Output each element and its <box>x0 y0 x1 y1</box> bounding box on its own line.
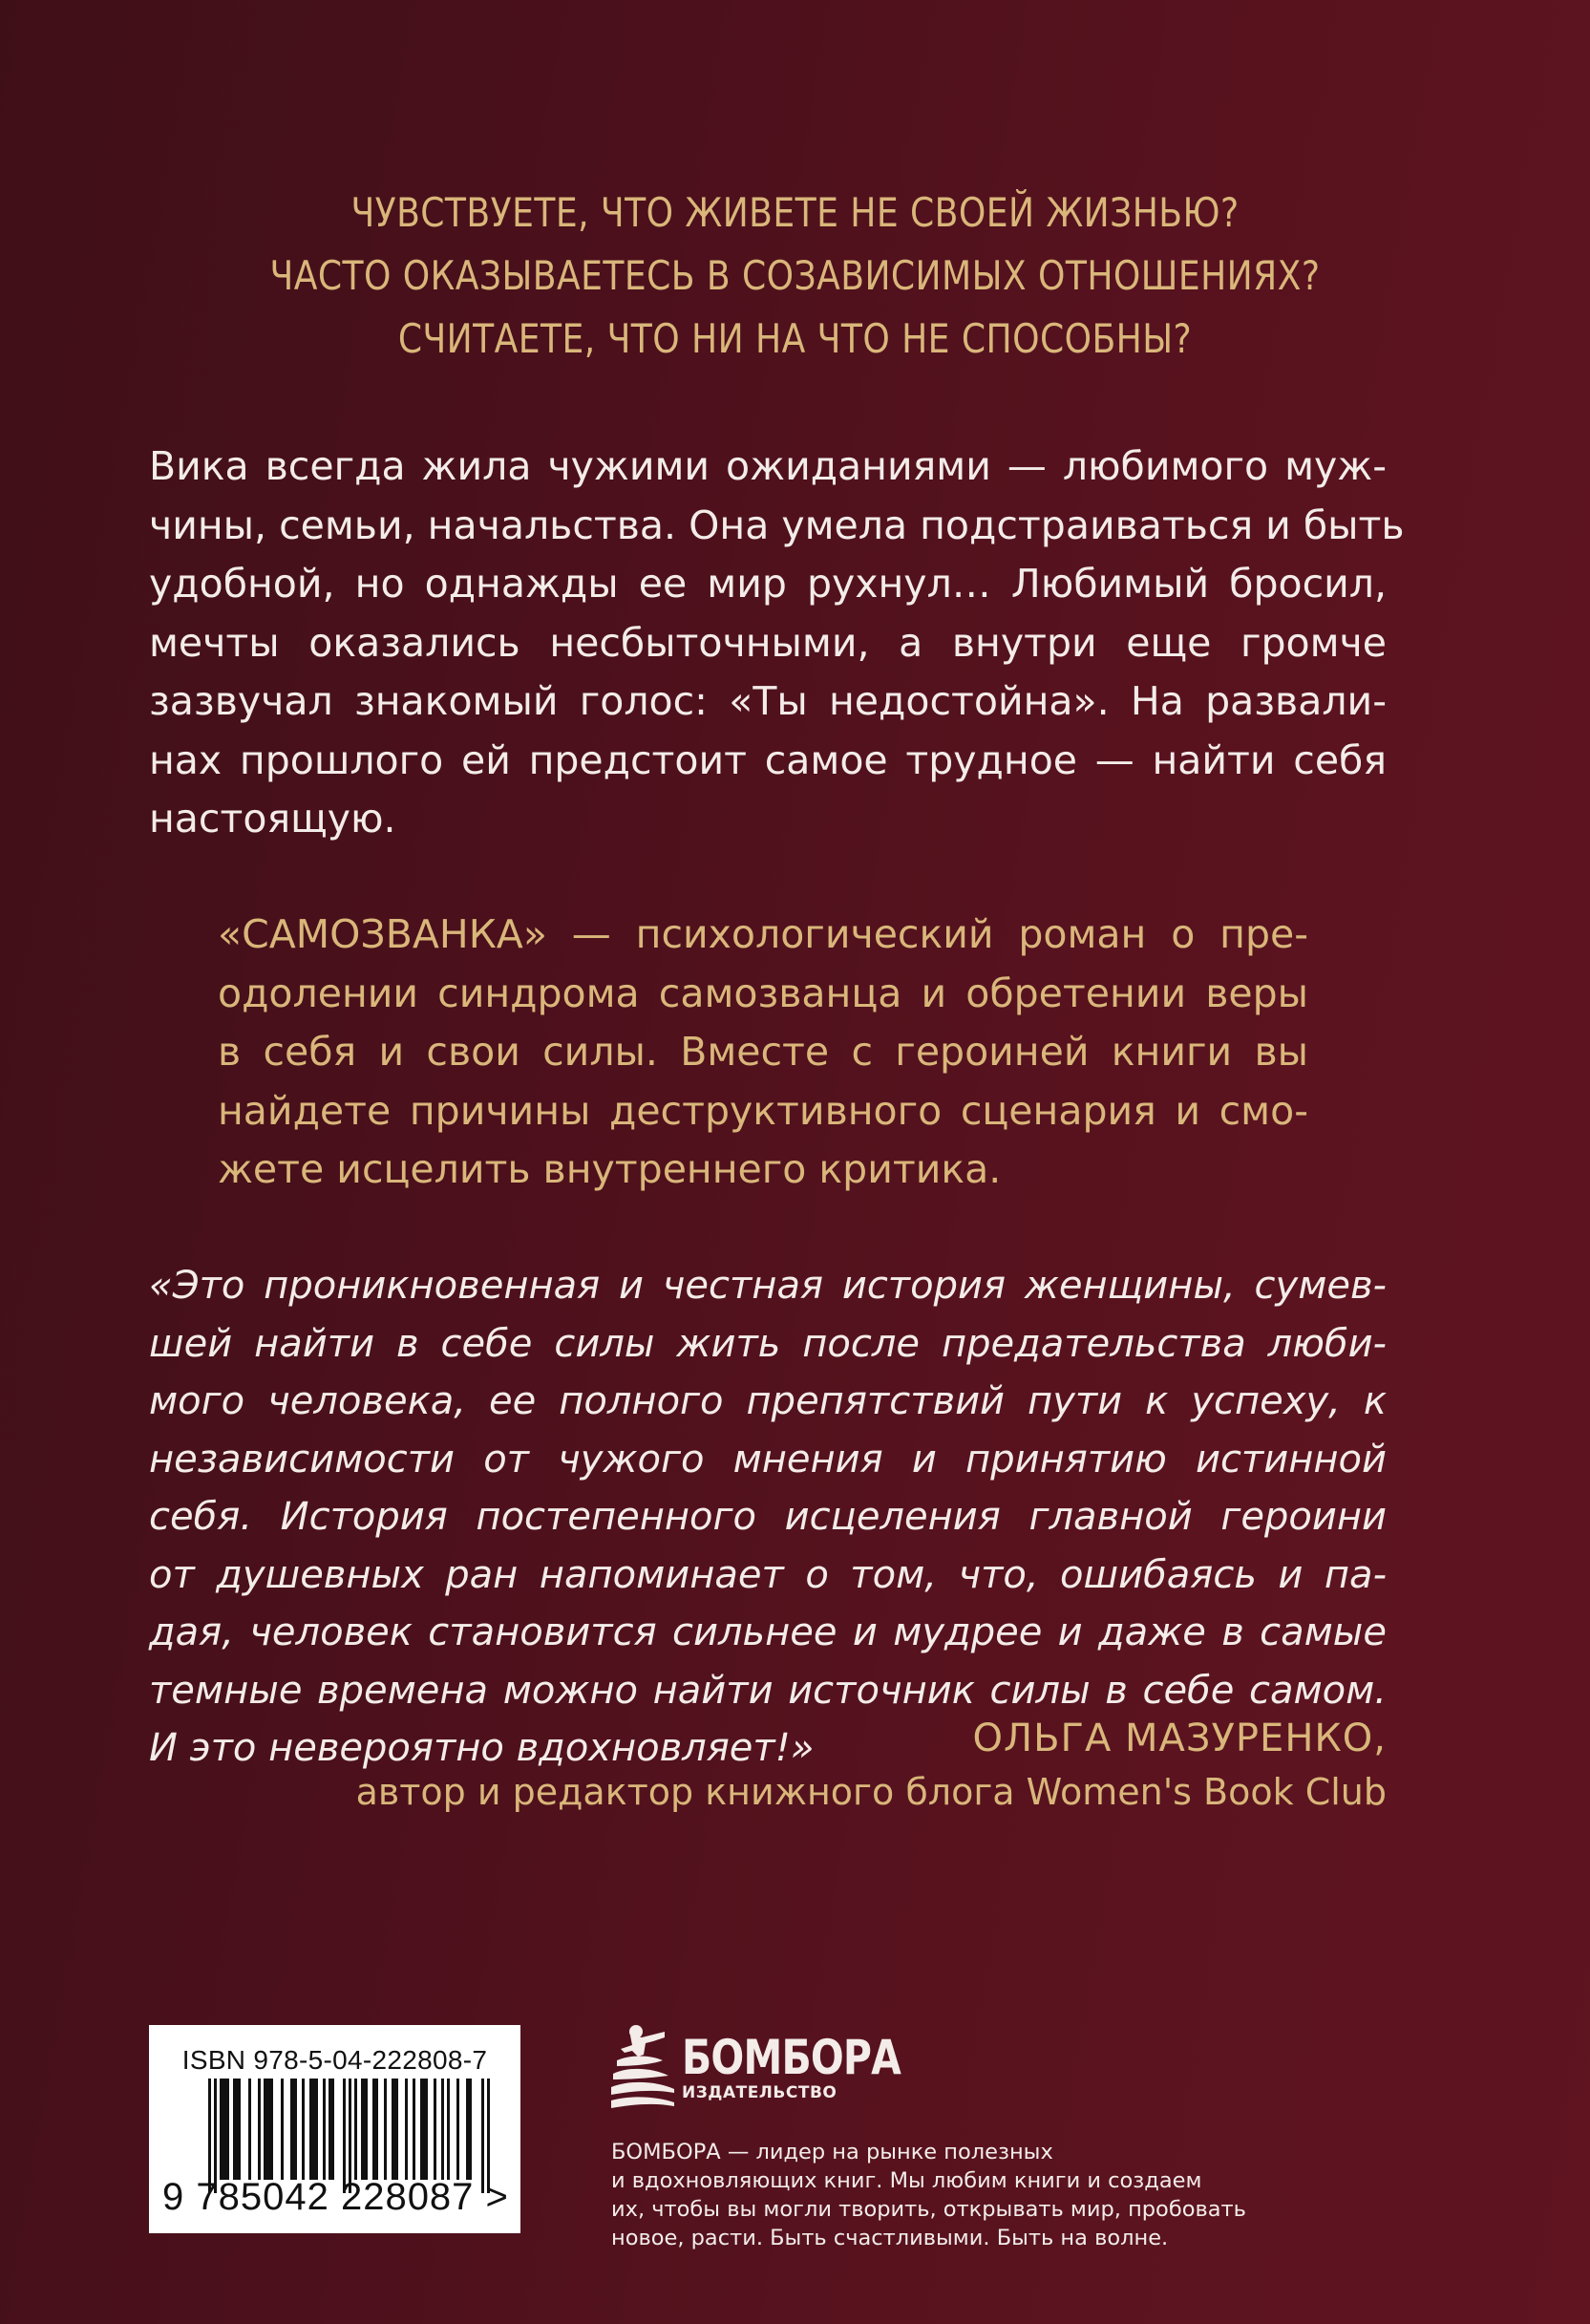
synopsis-line: мечты оказались несбыточными, а внутри еще громче <box>149 619 1387 666</box>
headline-line: ЧАСТО ОКАЗЫВАЕТЕСЬ В СОЗАВИСИМЫХ ОТНОШЕНИЯХ? <box>269 252 1321 299</box>
review-attribution <box>356 1712 1387 1819</box>
book-blurb <box>218 906 1308 1200</box>
isbn-label: ISBN 978-5-04-222808-7 <box>181 2045 488 2075</box>
publisher-brand: БОМБОРА <box>682 2030 901 2085</box>
bombora-surfer-icon <box>611 2022 676 2114</box>
quote-line: И это невероятно вдохновляет!» <box>149 1726 815 1770</box>
synopsis-line: нах прошлого ей предстоит самое трудное — найти себя <box>149 736 1387 783</box>
quote-line: от душевных ран напоминает о том, что, ошибаясь и па- <box>149 1552 1387 1597</box>
synopsis-paragraph <box>149 437 1405 849</box>
blurb-line: «САМОЗВАНКА» — психологический роман о пре- <box>218 911 1308 957</box>
blurb-line: жете исцелить внутреннего критика. <box>218 1146 1002 1192</box>
blurb-line: найдете причины деструктивного сценария и смо- <box>218 1087 1308 1134</box>
about-line: их, чтобы вы могли творить, открывать мир, пробовать <box>611 2197 1246 2222</box>
about-line: БОМБОРА — лидер на рынке полезных <box>611 2140 1053 2164</box>
quote-line: мого человека, ее полного препятствий пути к успеху, к <box>149 1379 1387 1423</box>
quote-line: темные времена можно найти источник силы в себе самом. <box>149 1668 1387 1713</box>
synopsis-line: удобной, но однажды ее мир рухнул… Любимый бросил, <box>149 561 1387 607</box>
quote-line: независимости от чужого мнения и принятию истинной <box>149 1437 1387 1482</box>
headline-line: СЧИТАЕТЕ, ЧТО НИ НА ЧТО НЕ СПОСОБНЫ? <box>397 315 1193 362</box>
about-line: и вдохновляющих книг. Мы любим книги и создаем <box>611 2168 1202 2193</box>
synopsis-line: чины, семьи, начальства. Она умела подстраиваться и быть <box>149 501 1405 548</box>
synopsis-line: зазвучал знакомый голос: «Ты недостойна». На развали- <box>149 678 1387 724</box>
synopsis-line: настоящую. <box>149 796 396 842</box>
blurb-line: одолении синдрома самозванца и обретении веры <box>218 970 1308 1016</box>
reviewer-name: ОЛЬГА МАЗУРЕНКО, <box>972 1716 1387 1760</box>
publisher-block <box>611 2015 1246 2252</box>
quote-line: «Это проникновенная и честная история женщины, сумев- <box>149 1264 1387 1308</box>
publisher-logo <box>611 2015 1184 2121</box>
blurb-line: в себя и свои силы. Вместе с героиней книги вы <box>218 1029 1308 1075</box>
isbn-barcode <box>149 2025 520 2233</box>
barcode-digits: 9 785042 228087 > <box>162 2176 509 2218</box>
publisher-about <box>611 2138 1246 2252</box>
review-quote <box>149 1257 1387 1778</box>
publisher-brand-sub: ИЗДАТЕЛЬСТВО <box>682 2083 837 2102</box>
about-line: новое, расти. Быть счастливыми. Быть на волне. <box>611 2226 1169 2250</box>
synopsis-line: Вика всегда жила чужими ожиданиями — любимого муж- <box>149 443 1387 489</box>
reviewer-role: автор и редактор книжного блога Women's Book Club <box>355 1771 1387 1813</box>
quote-line: шей найти в себе силы жить после предательства люби- <box>149 1321 1387 1366</box>
headline-questions <box>112 181 1479 371</box>
quote-line: себя. История постепенного исцеления главной героини <box>149 1495 1387 1539</box>
quote-line: дая, человек становится сильнее и мудрее и даже в самые <box>149 1610 1387 1654</box>
headline-line: ЧУВСТВУЕТЕ, ЧТО ЖИВЕТЕ НЕ СВОЕЙ ЖИЗНЬЮ? <box>350 189 1240 236</box>
